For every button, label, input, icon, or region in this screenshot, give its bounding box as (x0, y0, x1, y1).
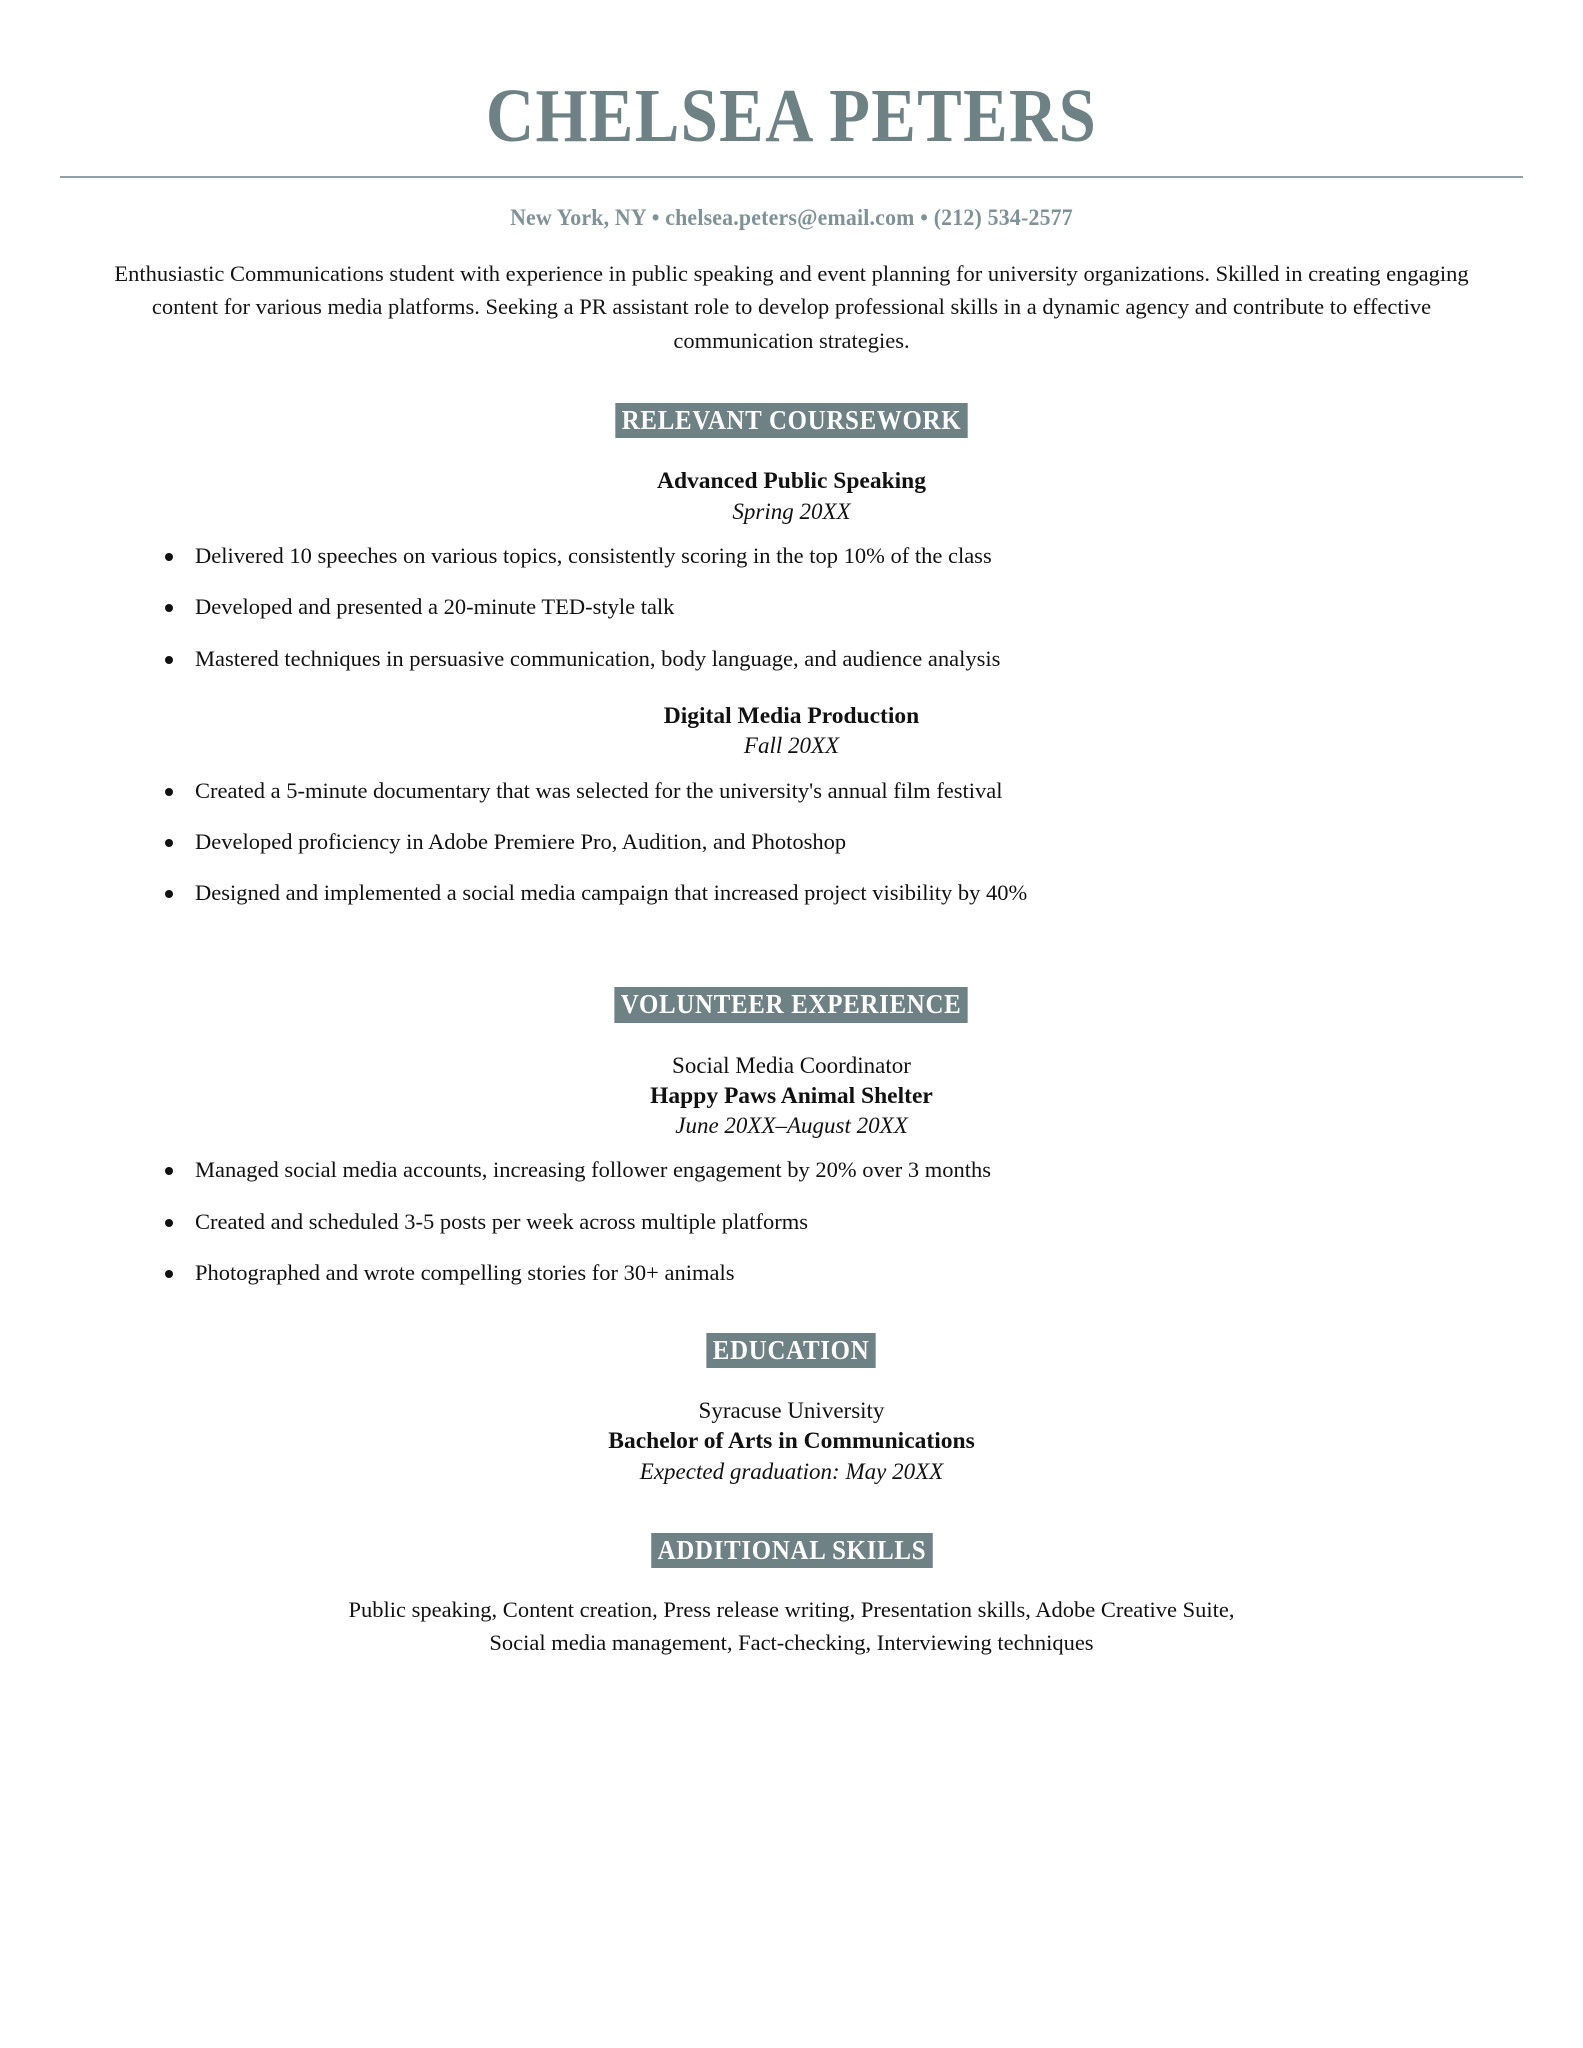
section-heading-label: RELEVANT COURSEWORK (615, 403, 967, 438)
contact-line: New York, NY • chelsea.peters@email.com • (212) 534-2577 (510, 205, 1073, 230)
section-heading-volunteer (60, 987, 1523, 1022)
list-item: Managed social media accounts, increasing follower engagement by 20% over 3 months (60, 1155, 1523, 1184)
course-title: Digital Media Production (663, 702, 920, 729)
list-item: Mastered techniques in persuasive communication, body language, and audience analysis (60, 644, 1523, 673)
list-item: Developed proficiency in Adobe Premiere Pro, Audition, and Photoshop (60, 827, 1523, 856)
section-heading-education (60, 1333, 1523, 1368)
section-spacer (60, 907, 1523, 941)
course-title: Advanced Public Speaking (656, 468, 926, 495)
volunteer-entry (60, 1051, 1523, 1142)
education-degree: Bachelor of Arts in Communications (608, 1428, 975, 1455)
section-heading-label: ADDITIONAL SKILLS (651, 1533, 932, 1568)
resume-header (60, 0, 1523, 231)
volunteer-date: June 20XX–August 20XX (675, 1113, 908, 1139)
course-bullet-list (60, 541, 1523, 673)
header-divider (60, 176, 1523, 178)
section-heading-coursework (60, 403, 1523, 438)
education-graduation: Expected graduation: May 20XX (639, 1458, 944, 1484)
list-item: Developed and presented a 20-minute TED-style talk (60, 592, 1523, 621)
page-title: CHELSEA PETERS (485, 74, 1098, 158)
skills-line: Social media management, Fact-checking, Interviewing techniques (489, 1630, 1094, 1656)
volunteer-organization: Happy Paws Animal Shelter (650, 1082, 933, 1109)
education-school: Syracuse University (698, 1398, 885, 1424)
professional-summary: Enthusiastic Communications student with experience in public speaking and event planning for university organizations. Skilled in creating engaging content for various media platforms. Seeking a PR assistant role to develop professional skills in a dynamic agency and contribute to effective communication strategies. (114, 261, 1469, 353)
list-item: Delivered 10 speeches on various topics, consistently scoring in the top 10% of the class (60, 541, 1523, 570)
list-item: Photographed and wrote compelling stories for 30+ animals (60, 1258, 1523, 1287)
volunteer-bullet-list (60, 1155, 1523, 1287)
course-date: Spring 20XX (732, 498, 851, 524)
coursework-entry (60, 701, 1523, 762)
list-item: Created and scheduled 3-5 posts per week across multiple platforms (60, 1207, 1523, 1236)
coursework-entry (60, 466, 1523, 527)
list-item: Designed and implemented a social media campaign that increased project visibility by 40% (60, 878, 1523, 907)
skills-line: Public speaking, Content creation, Press release writing, Presentation skills, Adobe Creative Suite, (348, 1597, 1235, 1623)
skills-body (60, 1594, 1523, 1660)
section-heading-skills (60, 1533, 1523, 1568)
education-entry (60, 1396, 1523, 1487)
course-date: Fall 20XX (743, 733, 840, 759)
course-bullet-list (60, 776, 1523, 908)
section-heading-label: EDUCATION (707, 1333, 876, 1368)
volunteer-role: Social Media Coordinator (672, 1052, 911, 1078)
section-heading-label: VOLUNTEER EXPERIENCE (615, 987, 969, 1022)
list-item: Created a 5-minute documentary that was selected for the university's annual film festival (60, 776, 1523, 805)
